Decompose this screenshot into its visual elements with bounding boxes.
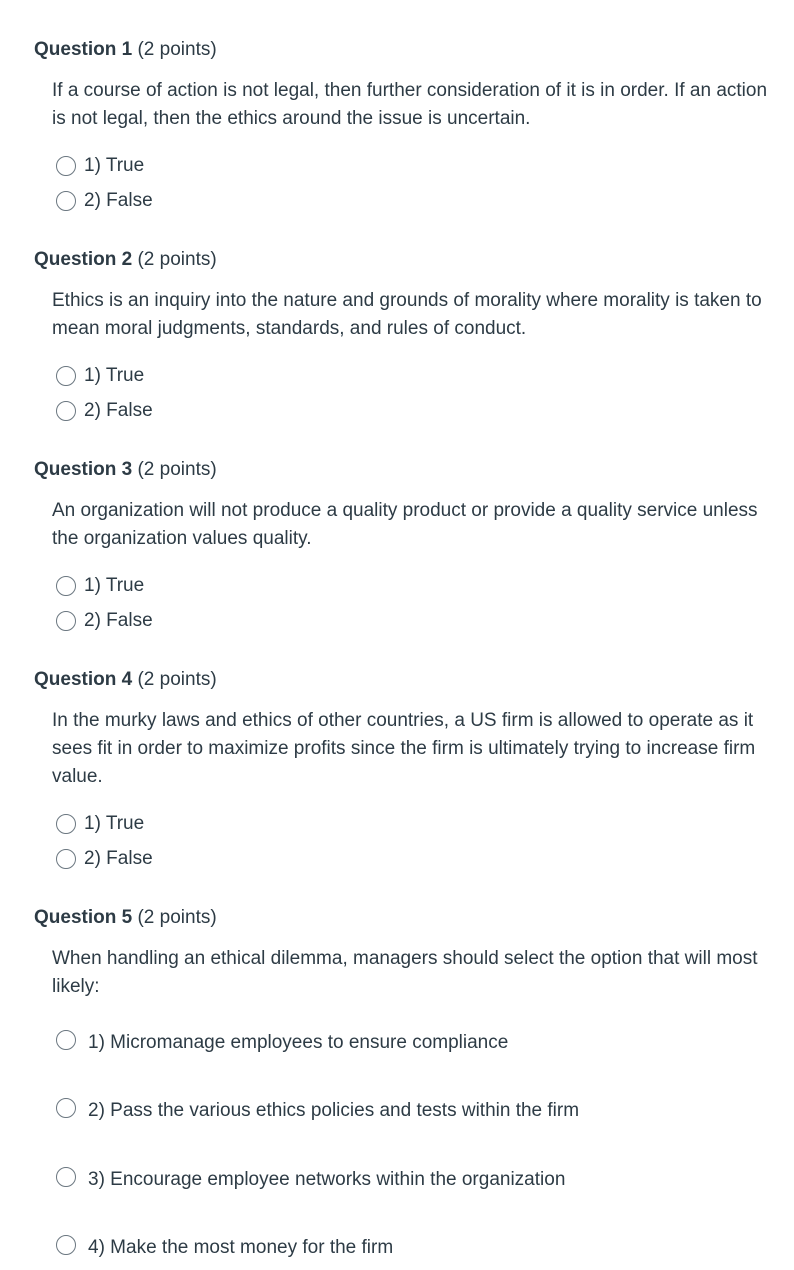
question-5-option-2[interactable]	[56, 1096, 579, 1120]
question-points: (2 points)	[137, 907, 217, 928]
question-title: Question 4	[34, 669, 133, 690]
radio-button[interactable]	[56, 191, 76, 211]
question-3-option-1[interactable]	[56, 574, 144, 598]
option-label: 4) Make the most money for the firm	[88, 1237, 394, 1258]
radio-button[interactable]	[56, 366, 76, 386]
option-label: 2) Pass the various ethics policies and tests within the firm	[88, 1100, 580, 1121]
question-4-text: In the murky laws and ethics of other countries, a US firm is allowed to operate as it sees fit in order to maximize profits since the firm is ultimately trying to increase firm value.	[52, 710, 756, 787]
radio-button[interactable]	[56, 1167, 76, 1187]
radio-button[interactable]	[56, 1098, 76, 1118]
question-title: Question 1	[34, 39, 133, 60]
question-1-option-1[interactable]	[56, 154, 144, 178]
question-3-header	[34, 458, 217, 482]
radio-button[interactable]	[56, 401, 76, 421]
option-label: 2) False	[84, 848, 153, 869]
question-5-option-4[interactable]	[56, 1233, 393, 1257]
radio-button[interactable]	[56, 1235, 76, 1255]
option-label: 1) True	[84, 365, 145, 386]
question-1-header	[34, 38, 217, 62]
question-points: (2 points)	[137, 669, 217, 690]
option-label: 1) True	[84, 813, 145, 834]
question-2-header	[34, 248, 217, 272]
question-1-text: If a course of action is not legal, then further consideration of it is in order. If an action is not legal, then the ethics around the issue is uncertain.	[52, 80, 768, 129]
question-5-option-3[interactable]	[56, 1165, 565, 1189]
question-title: Question 5	[34, 907, 133, 928]
question-3-text: An organization will not produce a quality product or provide a quality service unless the organization values quality.	[52, 500, 758, 549]
question-5-header	[34, 906, 217, 930]
question-points: (2 points)	[137, 249, 217, 270]
question-title: Question 3	[34, 459, 133, 480]
question-1-option-2[interactable]	[56, 189, 153, 213]
question-5-option-1[interactable]	[56, 1028, 508, 1052]
option-label: 2) False	[84, 610, 153, 631]
option-label: 2) False	[84, 400, 153, 421]
option-label: 1) Micromanage employees to ensure compliance	[88, 1032, 509, 1053]
question-3-option-2[interactable]	[56, 609, 153, 633]
question-2-text: Ethics is an inquiry into the nature and grounds of morality where morality is taken to mean moral judgments, standards, and rules of conduct.	[52, 290, 762, 339]
question-2-option-2[interactable]	[56, 399, 153, 423]
question-points: (2 points)	[137, 39, 217, 60]
radio-button[interactable]	[56, 1030, 76, 1050]
question-title: Question 2	[34, 249, 133, 270]
radio-button[interactable]	[56, 849, 76, 869]
question-5-text: When handling an ethical dilemma, managers should select the option that will most likely:	[52, 948, 758, 997]
radio-button[interactable]	[56, 814, 76, 834]
question-2-option-1[interactable]	[56, 364, 144, 388]
option-label: 1) True	[84, 575, 145, 596]
radio-button[interactable]	[56, 156, 76, 176]
radio-button[interactable]	[56, 576, 76, 596]
question-4-option-2[interactable]	[56, 847, 153, 871]
question-4-header	[34, 668, 217, 692]
option-label: 3) Encourage employee networks within the organization	[88, 1169, 566, 1190]
option-label: 2) False	[84, 190, 153, 211]
radio-button[interactable]	[56, 611, 76, 631]
question-points: (2 points)	[137, 459, 217, 480]
question-4-option-1[interactable]	[56, 812, 144, 836]
option-label: 1) True	[84, 155, 145, 176]
